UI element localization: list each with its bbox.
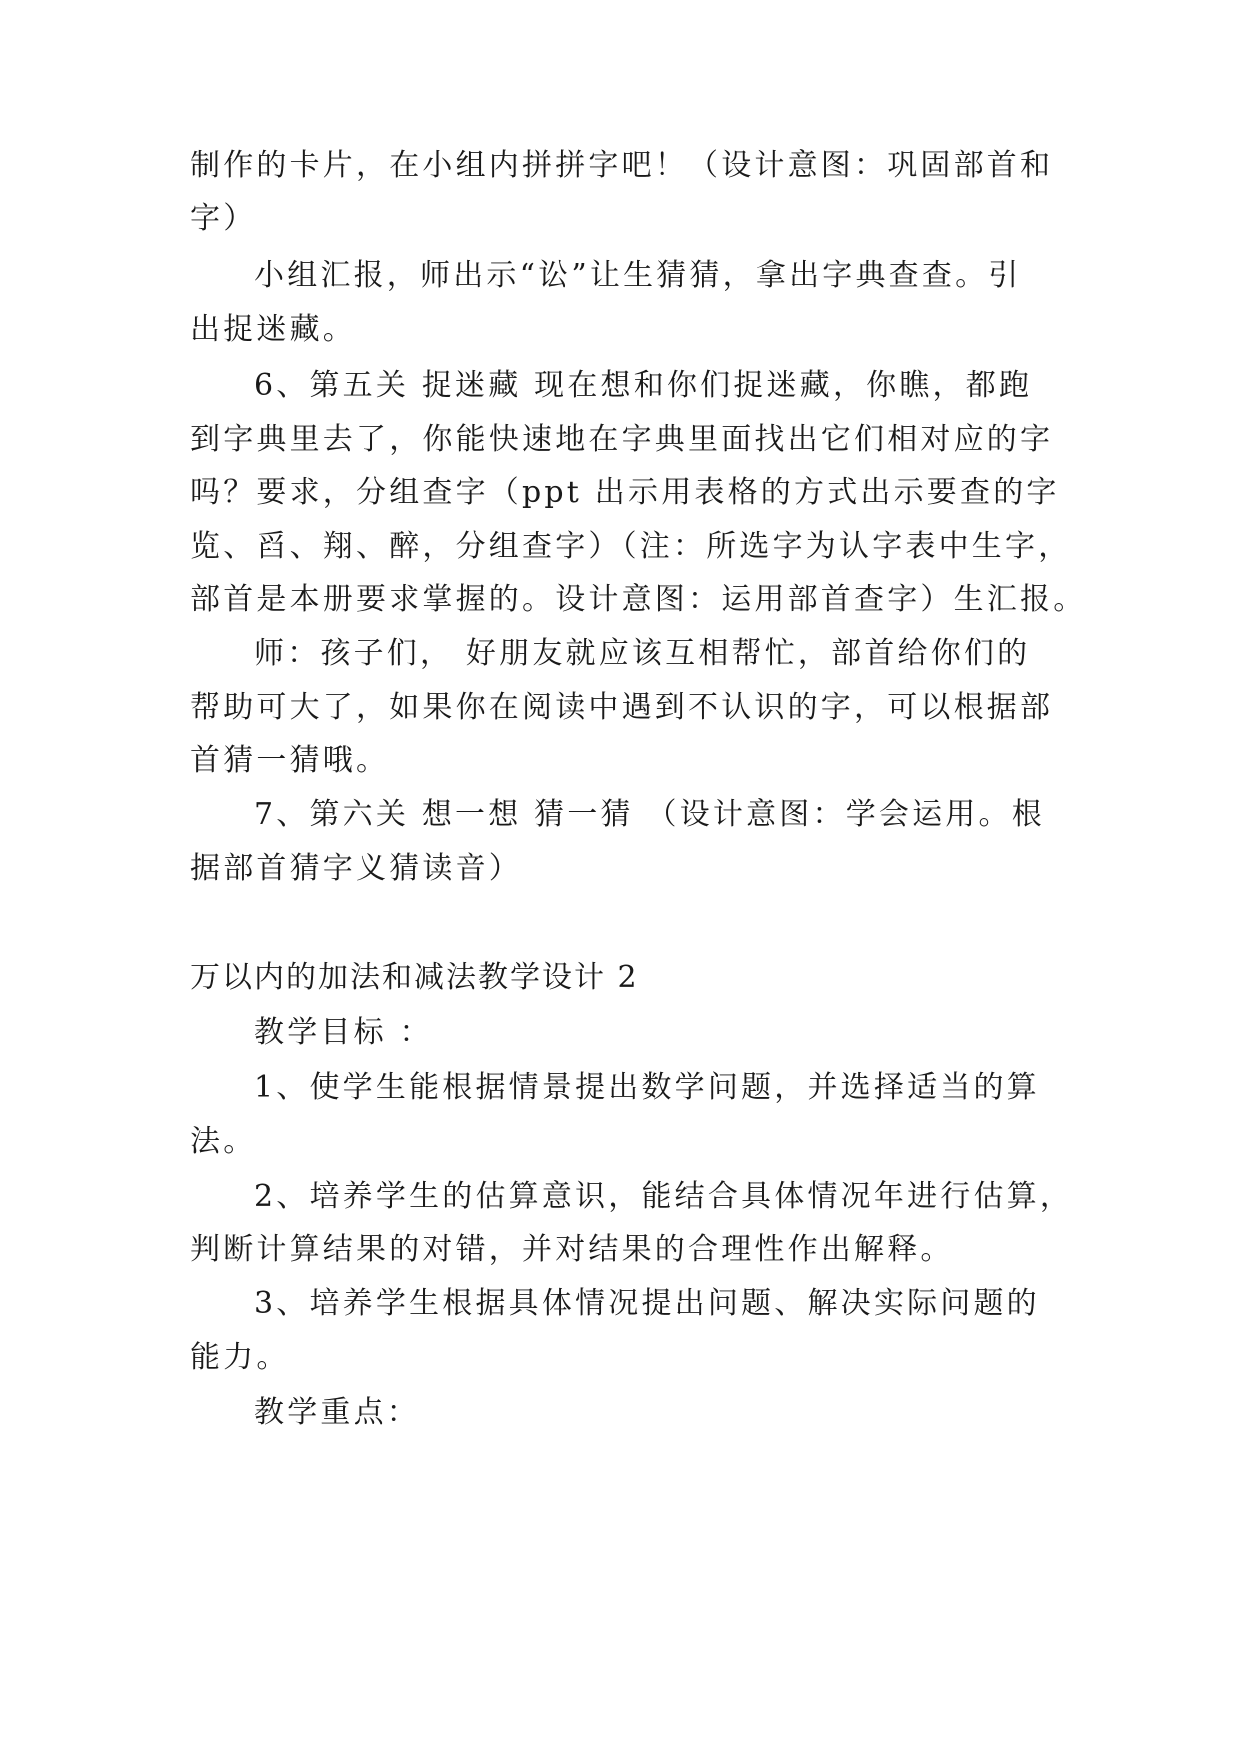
paragraph-line: 吗？要求，分组查字（ppt 出示用表格的方式出示要查的字 <box>190 475 1060 510</box>
paragraph-line: 制作的卡片，在小组内拼拼字吧！（设计意图：巩固部首和 <box>190 148 1054 183</box>
paragraph-line: 字） <box>190 201 257 236</box>
paragraph-line: 教学重点： <box>254 1395 420 1430</box>
paragraph-line: 判断计算结果的对错，并对结果的合理性作出解释。 <box>190 1232 954 1267</box>
paragraph-line: 7、第六关 想一想 猜一猜 （设计意图：学会运用。根 <box>254 797 1045 832</box>
paragraph-line: 教学目标 ： <box>254 1015 433 1050</box>
paragraph-line: 览、舀、翔、醉，分组查字）（注：所选字为认字表中生字， <box>190 529 1072 564</box>
paragraph-line: 帮助可大了，如果你在阅读中遇到不认识的字，可以根据部 <box>190 690 1054 725</box>
paragraph-line: 到字典里去了，你能快速地在字典里面找出它们相对应的字 <box>190 422 1054 457</box>
paragraph-line: 3、培养学生根据具体情况提出问题、解决实际问题的 <box>254 1286 1040 1321</box>
paragraph-line: 小组汇报，师出示“讼”让生猜猜，拿出字典查查。引 <box>254 258 1022 293</box>
paragraph-line: 1、使学生能根据情景提出数学问题，并选择适当的算 <box>254 1070 1040 1105</box>
section-title: 万以内的加法和减法教学设计 2 <box>190 960 639 995</box>
paragraph-line: 6、第五关 捉迷藏 现在想和你们捉迷藏，你瞧，都跑 <box>254 368 1033 403</box>
paragraph-line: 2、培养学生的估算意识，能结合具体情况年进行估算， <box>254 1179 1074 1214</box>
paragraph-line: 师：孩子们， 好朋友就应该互相帮忙，部首给你们的 <box>254 636 1031 671</box>
paragraph-line: 首猜一猜哦。 <box>190 743 390 778</box>
paragraph-line: 据部首猜字义猜读音） <box>190 851 522 886</box>
paragraph-line: 部首是本册要求掌握的。设计意图：运用部首查字）生汇报。 <box>190 582 1087 617</box>
paragraph-line: 能力。 <box>190 1340 290 1375</box>
paragraph-line: 法。 <box>190 1124 257 1159</box>
paragraph-line: 出捉迷藏。 <box>190 312 356 347</box>
